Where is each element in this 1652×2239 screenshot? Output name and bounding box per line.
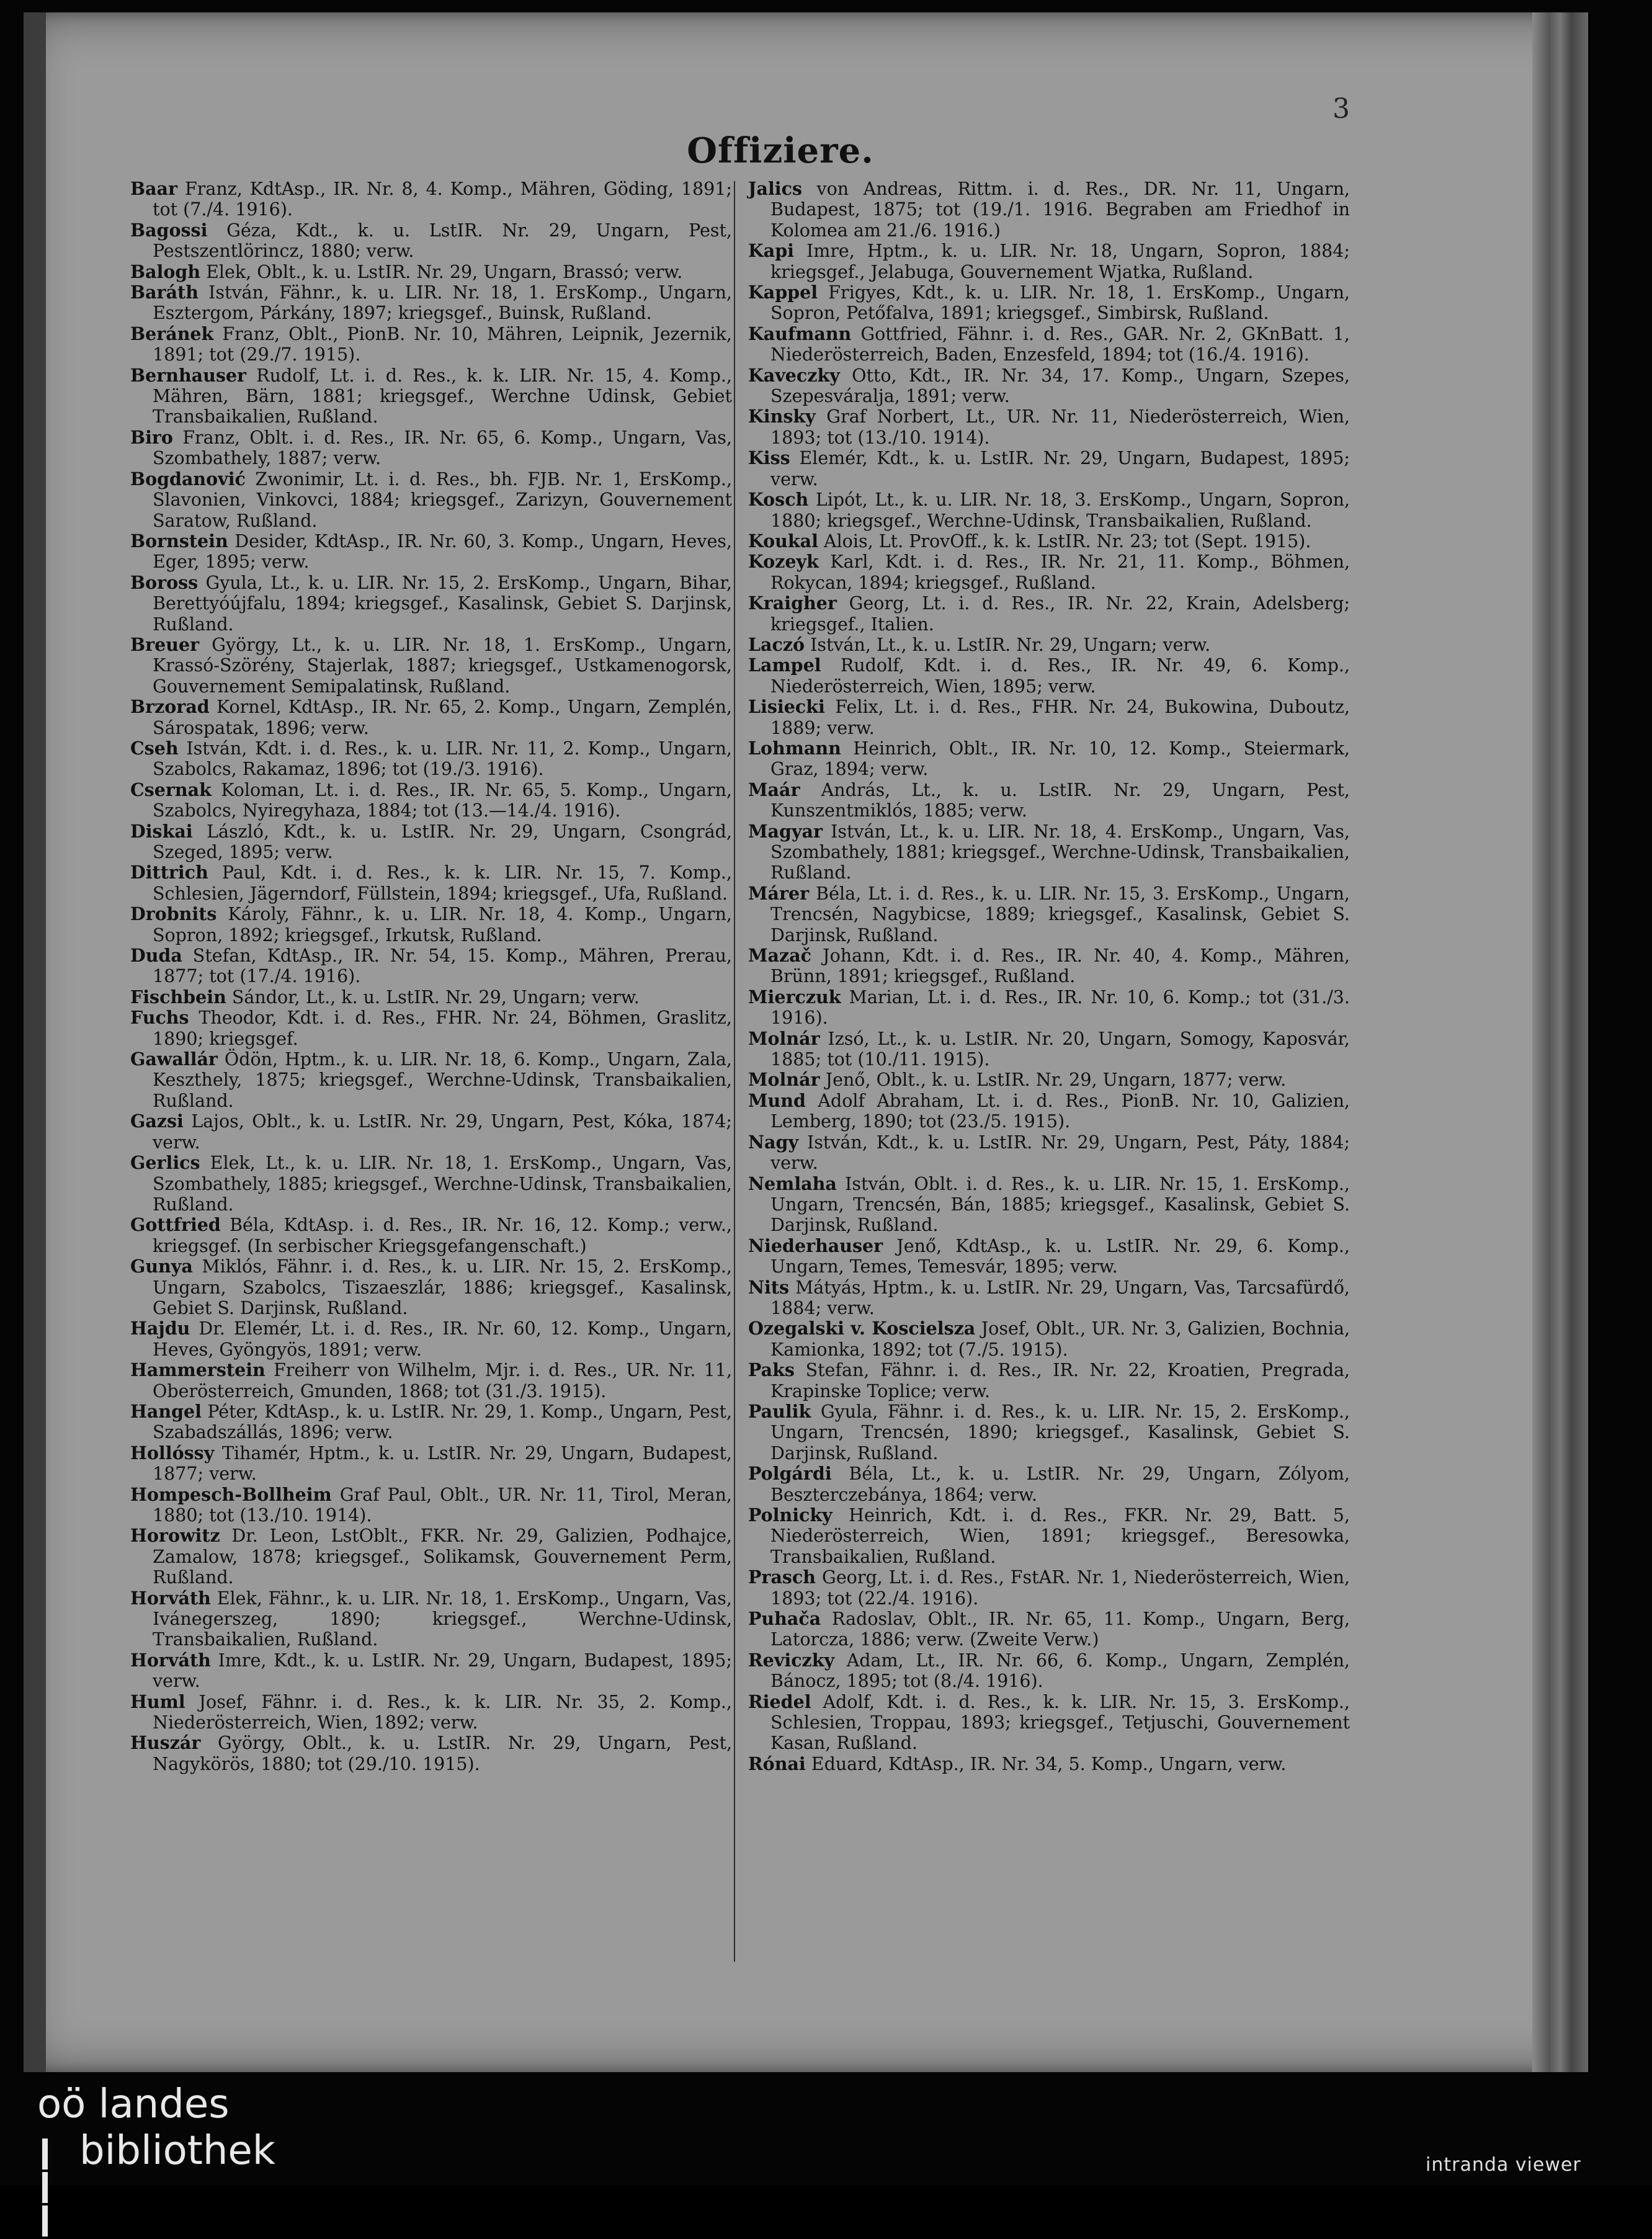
register-entry	[130, 1215, 732, 1256]
register-entry	[748, 655, 1350, 697]
entry-surname: Gottfried	[130, 1214, 221, 1236]
register-entry	[748, 552, 1350, 593]
entry-surname: Magyar	[748, 820, 823, 842]
register-entry	[130, 1526, 732, 1588]
register-entry	[130, 1485, 732, 1526]
page-title: Offiziere.	[687, 130, 874, 171]
register-entry	[748, 1360, 1350, 1401]
entry-details: Otto, Kdt., IR. Nr. 34, 17. Komp., Ungarn, Szepes, Szepesváralja, 1891; verw.	[770, 365, 1350, 407]
entry-surname: Rónai	[748, 1753, 806, 1774]
page-binding-edge	[24, 12, 46, 2072]
entry-surname: Bagossi	[130, 219, 208, 241]
entry-details: Josef, Oblt., UR. Nr. 3, Galizien, Bochnia, Kamionka, 1892; tot (7./5. 1915).	[770, 1318, 1350, 1360]
entry-surname: Fuchs	[130, 1007, 189, 1029]
logo-text-line1: oö landes	[37, 2081, 230, 2127]
entry-details: Karl, Kdt. i. d. Res., IR. Nr. 21, 11. Komp., Böhmen, Rokycan, 1894; kriegsgef., Rußland.	[770, 552, 1350, 593]
entry-surname: Mierczuk	[748, 986, 841, 1008]
register-entry	[748, 1029, 1350, 1070]
entry-details: Elemér, Kdt., k. u. LstIR. Nr. 29, Ungarn, Budapest, 1895; verw.	[770, 448, 1350, 489]
right-column	[748, 179, 1350, 1774]
entry-surname: Bornstein	[130, 530, 228, 552]
entry-details: István, Lt., k. u. LstIR. Nr. 29, Ungarn; verw.	[805, 634, 1211, 655]
entry-details: Zwonimir, Lt. i. d. Res., bh. FJB. Nr. 1, ErsKomp., Slavonien, Vinkovci, 1884; kriegsgef., Zarizyn, Gouvernement Saratow, Rußland.	[153, 468, 732, 531]
left-column	[130, 179, 732, 1774]
entry-surname: Puhača	[748, 1608, 821, 1630]
entry-details: Dr. Elemér, Lt. i. d. Res., IR. Nr. 60, 12. Komp., Ungarn, Heves, Gyöngyös, 1891; verw.	[153, 1318, 732, 1360]
register-entry	[130, 987, 732, 1008]
register-entry	[748, 1174, 1350, 1236]
register-entry	[748, 1236, 1350, 1277]
entry-surname: Nemlaha	[748, 1173, 837, 1194]
register-entry	[748, 1318, 1350, 1360]
entry-surname: Nagy	[748, 1131, 799, 1153]
entry-surname: Beránek	[130, 323, 214, 344]
entry-surname: Diskai	[130, 820, 193, 842]
entry-surname: Lampel	[748, 655, 821, 676]
entry-details: István, Kdt. i. d. Res., k. u. LIR. Nr. 11, 2. Komp., Ungarn, Szabolcs, Rakamaz, 1896; tot (19./3. 1916).	[153, 738, 732, 780]
entry-details: Károly, Fähnr., k. u. LIR. Nr. 18, 4. Komp., Ungarn, Sopron, 1892; kriegsgef., Irkutsk, Rußland.	[153, 904, 732, 945]
entry-surname: Duda	[130, 945, 182, 967]
entry-details: Tihamér, Hptm., k. u. LstIR. Nr. 29, Ungarn, Budapest, 1877; verw.	[153, 1442, 732, 1485]
entry-details: Stefan, Fähnr. i. d. Res., IR. Nr. 22, Kroatien, Pregrada, Krapinske Toplice; verw.	[770, 1360, 1350, 1401]
entry-surname: Kozeyk	[748, 551, 819, 573]
register-entry	[130, 1401, 732, 1443]
entry-details: Stefan, KdtAsp., IR. Nr. 54, 15. Komp., Mähren, Prerau, 1877; tot (17./4. 1916).	[153, 945, 732, 987]
entry-details: Franz, Oblt., PionB. Nr. 10, Mähren, Leipnik, Jezernik, 1891; tot (29./7. 1915).	[153, 323, 732, 365]
entry-details: Graf Paul, Oblt., UR. Nr. 11, Tirol, Meran, 1880; tot (13./10. 1914).	[153, 1484, 732, 1526]
entry-details: Gottfried, Fähnr. i. d. Res., GAR. Nr. 2, GKnBatt. 1, Niederösterreich, Baden, Enzesfeld, 1894; tot (16./4. 1916).	[770, 323, 1350, 365]
logo-bars-icon	[42, 2138, 53, 2239]
register-entry	[130, 697, 732, 738]
entry-surname: Prasch	[748, 1566, 816, 1588]
entry-details: Lipót, Lt., k. u. LIR. Nr. 18, 3. ErsKomp., Ungarn, Sopron, 1880; kriegsgef., Werchne-Udinsk, Transbaikalien, Rußland.	[770, 489, 1350, 531]
register-entry	[748, 593, 1350, 635]
logo-text-line2: bibliothek	[79, 2128, 275, 2174]
entry-details: Felix, Lt. i. d. Res., FHR. Nr. 24, Bukowina, Duboutz, 1889; verw.	[770, 697, 1350, 738]
entry-surname: Koukal	[748, 530, 818, 552]
entry-details: Mátyás, Hptm., k. u. LstIR. Nr. 29, Ungarn, Vas, Tarcsafürdő, 1884; verw.	[770, 1277, 1350, 1318]
entry-details: György, Lt., k. u. LIR. Nr. 18, 1. ErsKomp., Ungarn, Krassó-Szörény, Stajerlak, 1887; kriegsgef., Ustkamenogorsk, Gouvernement Semipalatinsk, Rußland.	[153, 634, 732, 697]
register-entry	[130, 324, 732, 365]
entry-details: Josef, Fähnr. i. d. Res., k. k. LIR. Nr. 35, 2. Komp., Niederösterreich, Wien, 1892; verw.	[153, 1691, 732, 1733]
register-entry	[748, 780, 1350, 821]
register-entry	[748, 883, 1350, 945]
register-entry	[130, 1049, 732, 1111]
register-entry	[130, 262, 732, 282]
entry-details: Jenő, Oblt., k. u. LstIR. Nr. 29, Ungarn, 1877; verw.	[819, 1070, 1287, 1091]
register-entry	[748, 1070, 1350, 1090]
register-entry	[130, 1692, 732, 1733]
register-entry	[130, 573, 732, 635]
entry-surname: Gazsi	[130, 1111, 184, 1132]
entry-surname: Hangel	[130, 1400, 202, 1422]
entry-surname: Reviczky	[748, 1649, 835, 1671]
entry-details: György, Oblt., k. u. LstIR. Nr. 29, Ungarn, Pest, Nagykörös, 1880; tot (29./10. 1915).	[153, 1733, 732, 1774]
entry-details: Elek, Fähnr., k. u. LIR. Nr. 18, 1. ErsKomp., Ungarn, Vas, Ivánegerszeg, 1890; kriegsgef., Werchne-Udinsk, Transbaikalien, Rußland.	[153, 1588, 732, 1650]
entry-surname: Csernak	[130, 779, 212, 800]
entry-details: Dr. Leon, LstOblt., FKR. Nr. 29, Galizien, Podhajce, Zamalow, 1878; kriegsgef., Solikamsk, Gouvernement Perm, Rußland.	[153, 1526, 732, 1588]
register-entry	[748, 1650, 1350, 1692]
entry-details: Theodor, Kdt. i. d. Res., FHR. Nr. 24, Böhmen, Graslitz, 1890; kriegsgef.	[153, 1008, 732, 1049]
register-entry	[748, 365, 1350, 407]
entry-details: Franz, Oblt. i. d. Res., IR. Nr. 65, 6. Komp., Ungarn, Vas, Szombathely, 1887; verw.	[153, 427, 732, 469]
register-entry	[748, 1505, 1350, 1567]
entry-details: Jenő, KdtAsp., k. u. LstIR. Nr. 29, 6. Komp., Ungarn, Temes, Temesvár, 1895; verw.	[770, 1235, 1350, 1277]
entry-details: István, Kdt., k. u. LstIR. Nr. 29, Ungarn, Pest, Páty, 1884; verw.	[770, 1132, 1350, 1174]
entry-surname: Huszár	[130, 1732, 201, 1754]
register-entry	[130, 862, 732, 904]
register-entry	[130, 469, 732, 531]
entry-surname: Drobnits	[130, 903, 217, 925]
entry-surname: Horváth	[130, 1649, 211, 1671]
entry-details: Koloman, Lt. i. d. Res., IR. Nr. 65, 5. Komp., Ungarn, Szabolcs, Nyiregyhaza, 1884; tot (13.—14./4. 1916).	[153, 779, 732, 821]
scanned-page	[24, 12, 1588, 2072]
entry-details: Imre, Kdt., k. u. LstIR. Nr. 29, Ungarn, Budapest, 1895; verw.	[153, 1650, 732, 1692]
entry-details: Georg, Lt. i. d. Res., FstAR. Nr. 1, Niederösterreich, Wien, 1893; tot (22./4. 1916).	[770, 1567, 1350, 1609]
register-entry	[748, 406, 1350, 448]
entry-surname: Maár	[748, 779, 800, 800]
register-entry	[130, 1443, 732, 1485]
entry-surname: Cseh	[130, 737, 179, 759]
register-entry	[748, 282, 1350, 324]
register-entry	[748, 1567, 1350, 1609]
entry-details: Izsó, Lt., k. u. LstIR. Nr. 20, Ungarn, Somogy, Kaposvár, 1885; tot (10./11. 1915).	[770, 1028, 1350, 1070]
entry-details: Georg, Lt. i. d. Res., IR. Nr. 22, Krain, Adelsberg; kriegsgef., Italien.	[770, 593, 1350, 635]
entry-details: Heinrich, Kdt. i. d. Res., FKR. Nr. 29, Batt. 5, Niederösterreich, Wien, 1891; kriegsgef., Beresowka, Transbaikalien, Rußland.	[770, 1505, 1350, 1567]
register-entry	[130, 1733, 732, 1774]
entry-details: Adolf Abraham, Lt. i. d. Res., PionB. Nr. 10, Galizien, Lemberg, 1890; tot (23./5. 1915).	[770, 1090, 1350, 1132]
entry-surname: Kappel	[748, 282, 818, 303]
entry-surname: Nits	[748, 1276, 790, 1298]
register-entry	[130, 1153, 732, 1215]
register-entry	[130, 220, 732, 262]
register-entry	[130, 179, 732, 220]
register-entry	[130, 904, 732, 945]
register-entry	[748, 1464, 1350, 1505]
entry-surname: Hompesch-Bollheim	[130, 1483, 332, 1505]
entry-surname: Jalics	[748, 178, 803, 199]
entry-details: Freiherr von Wilhelm, Mjr. i. d. Res., UR. Nr. 11, Oberösterreich, Gmunden, 1868; tot (31./3. 1915).	[153, 1360, 732, 1401]
register-entry	[748, 1091, 1350, 1132]
entry-surname: Laczó	[748, 633, 805, 655]
entry-surname: Gawallár	[130, 1048, 218, 1070]
register-entry	[130, 1008, 732, 1049]
entry-surname: Bernhauser	[130, 364, 247, 386]
entry-surname: Paks	[748, 1359, 795, 1381]
register-entry	[748, 987, 1350, 1029]
entry-details: von Andreas, Rittm. i. d. Res., DR. Nr. 11, Ungarn, Budapest, 1875; tot (19./1. 1916. Begraben am Friedhof in Kolomea am 21./6. 1916.)	[770, 179, 1350, 241]
entry-details: István, Fähnr., k. u. LIR. Nr. 18, 1. ErsKomp., Ungarn, Esztergom, Párkány, 1897; kriegsgef., Buinsk, Rußland.	[153, 282, 732, 324]
entry-details: Elek, Lt., k. u. LIR. Nr. 18, 1. ErsKomp., Ungarn, Vas, Szombathely, 1885; kriegsgef., Werchne-Udinsk, Transbaikalien, Rußland.	[153, 1153, 732, 1215]
entry-details: István, Oblt. i. d. Res., k. u. LIR. Nr. 15, 1. ErsKomp., Ungarn, Trencsén, Bán, 1885; kriegsgef., Kasalinsk, Gebiet S. Darjinsk, Rußland.	[770, 1173, 1350, 1236]
register-entry	[748, 738, 1350, 780]
entry-surname: Huml	[130, 1691, 185, 1712]
register-entry	[130, 531, 732, 573]
register-entry	[130, 780, 732, 821]
register-entry	[748, 489, 1350, 531]
entry-surname: Mund	[748, 1089, 806, 1111]
entry-surname: Polgárdi	[748, 1463, 832, 1485]
register-entry	[130, 1650, 732, 1692]
entry-surname: Breuer	[130, 633, 200, 655]
entry-details: Géza, Kdt., k. u. LstIR. Nr. 29, Ungarn, Pest, Pestszentlörincz, 1880; verw.	[153, 220, 732, 262]
entry-details: Gyula, Lt., k. u. LIR. Nr. 15, 2. ErsKomp., Ungarn, Bihar, Berettyóújfalu, 1894; kriegsgef., Kasalinsk, Gebiet S. Darjinsk, Rußland.	[153, 572, 732, 635]
entry-surname: Hollóssy	[130, 1442, 215, 1464]
register-entry	[748, 1132, 1350, 1174]
entry-details: Imre, Hptm., k. u. LIR. Nr. 18, Ungarn, Sopron, 1884; kriegsgef., Jelabuga, Gouvernement Wjatka, Rußland.	[770, 241, 1350, 282]
entry-details: Radoslav, Oblt., IR. Nr. 65, 11. Komp., Ungarn, Berg, Latorcza, 1886; verw. (Zweite Verw.)	[770, 1609, 1350, 1650]
register-entry	[748, 324, 1350, 365]
viewer-brand-label: intranda viewer	[1426, 2154, 1581, 2176]
entry-details: Adolf, Kdt. i. d. Res., k. k. LIR. Nr. 15, 3. ErsKomp., Schlesien, Troppau, 1893; kriegsgef., Tetjuschi, Gouvernement Kasan, Rußland.	[770, 1691, 1350, 1754]
register-entry	[130, 1111, 732, 1153]
entry-details: Ödön, Hptm., k. u. LIR. Nr. 18, 6. Komp., Ungarn, Zala, Keszthely, 1875; kriegsgef., Werchne-Udinsk, Transbaikalien, Rußland.	[153, 1049, 732, 1111]
entry-surname: Bogdanović	[130, 468, 246, 489]
entry-details: Miklós, Fähnr. i. d. Res., k. u. LIR. Nr. 15, 2. ErsKomp., Ungarn, Szabolcs, Tiszaeszlár, 1886; kriegsgef., Kasalinsk, Gebiet S. Darjinsk, Rußland.	[153, 1256, 732, 1318]
entry-surname: Biro	[130, 426, 173, 448]
entry-surname: Kaveczky	[748, 364, 840, 386]
entry-details: Graf Norbert, Lt., UR. Nr. 11, Niederösterreich, Wien, 1893; tot (13./10. 1914).	[770, 406, 1350, 448]
entry-details: Franz, KdtAsp., IR. Nr. 8, 4. Komp., Mähren, Göding, 1891; tot (7./4. 1916).	[153, 179, 732, 220]
entry-surname: Molnár	[748, 1069, 820, 1091]
entry-details: Lajos, Oblt., k. u. LstIR. Nr. 29, Ungarn, Pest, Kóka, 1874; verw.	[153, 1111, 732, 1153]
entry-surname: Kapi	[748, 240, 794, 262]
register-entry	[130, 945, 732, 987]
entry-surname: Gerlics	[130, 1152, 200, 1174]
entry-surname: Lohmann	[748, 737, 841, 759]
entry-details: Kornel, KdtAsp., IR. Nr. 65, 2. Komp., Ungarn, Zemplén, Sárospatak, 1896; verw.	[153, 697, 732, 738]
entry-details: Béla, Lt. i. d. Res., k. u. LIR. Nr. 15, 3. ErsKomp., Ungarn, Trencsén, Nagybicse, 1889; kriegsgef., Kasalinsk, Gebiet S. Darjinsk, Rußland.	[770, 883, 1350, 945]
entry-details: Elek, Oblt., k. u. LstIR. Nr. 29, Ungarn, Brassó; verw.	[200, 261, 683, 282]
page-stack-edge	[1532, 12, 1588, 2072]
entry-surname: Kraigher	[748, 592, 837, 614]
entry-surname: Paulik	[748, 1400, 811, 1422]
register-entry	[130, 738, 732, 780]
entry-details: András, Lt., k. u. LstIR. Nr. 29, Ungarn, Pest, Kunszentmiklós, 1885; verw.	[770, 779, 1350, 821]
page-number: 3	[1333, 93, 1350, 125]
entry-surname: Balogh	[130, 261, 201, 282]
entry-surname: Fischbein	[130, 986, 226, 1008]
entry-surname: Gunya	[130, 1256, 193, 1277]
entry-surname: Lisiecki	[748, 696, 825, 718]
register-entry	[748, 1609, 1350, 1650]
entry-surname: Mazač	[748, 945, 812, 967]
entry-surname: Márer	[748, 882, 810, 904]
entry-surname: Brzorad	[130, 696, 210, 718]
register-entry	[748, 1754, 1350, 1774]
entry-details: Rudolf, Kdt. i. d. Res., IR. Nr. 49, 6. Komp., Niederösterreich, Wien, 1895; verw.	[770, 655, 1350, 697]
entry-surname: Polnicky	[748, 1504, 833, 1526]
entry-surname: Kiss	[748, 447, 790, 469]
register-entry	[130, 365, 732, 427]
entry-details: Sándor, Lt., k. u. LstIR. Nr. 29, Ungarn; verw.	[226, 986, 640, 1008]
register-entry	[748, 1692, 1350, 1754]
entry-surname: Kinsky	[748, 406, 816, 427]
column-divider	[734, 181, 735, 1962]
entry-details: László, Kdt., k. u. LstIR. Nr. 29, Ungarn, Csongrád, Szeged, 1895; verw.	[153, 821, 732, 862]
entry-details: Desider, KdtAsp., IR. Nr. 60, 3. Komp., Ungarn, Heves, Eger, 1895; verw.	[153, 530, 732, 573]
entry-surname: Molnár	[748, 1027, 820, 1049]
entry-details: Alois, Lt. ProvOff., k. k. LstIR. Nr. 23; tot (Sept. 1915).	[818, 530, 1311, 552]
register-entry	[748, 697, 1350, 738]
register-entry	[130, 1588, 732, 1650]
entry-details: Heinrich, Oblt., IR. Nr. 10, 12. Komp., Steiermark, Graz, 1894; verw.	[770, 738, 1350, 780]
entry-surname: Riedel	[748, 1691, 811, 1712]
register-entry	[748, 241, 1350, 282]
entry-details: Adam, Lt., IR. Nr. 66, 6. Komp., Ungarn, Zemplén, Bánocz, 1895; tot (8./4. 1916).	[770, 1650, 1350, 1692]
register-entry	[748, 1401, 1350, 1464]
entry-surname: Horowitz	[130, 1525, 220, 1547]
entry-details: István, Lt., k. u. LIR. Nr. 18, 4. ErsKomp., Ungarn, Vas, Szombathely, 1881; kriegsgef., Werchne-Udinsk, Transbaikalien, Rußland.	[770, 821, 1350, 883]
entry-surname: Niederhauser	[748, 1235, 883, 1256]
entry-details: Rudolf, Lt. i. d. Res., k. k. LIR. Nr. 15, 4. Komp., Mähren, Bärn, 1881; kriegsgef., Werchne Udinsk, Gebiet Transbaikalien, Rußland.	[153, 365, 732, 427]
entry-surname: Baar	[130, 178, 178, 199]
register-entry	[748, 448, 1350, 489]
entry-surname: Horváth	[130, 1587, 211, 1609]
entry-surname: Kaufmann	[748, 323, 852, 344]
entry-details: Péter, KdtAsp., k. u. LstIR. Nr. 29, 1. Komp., Ungarn, Pest, Szabadszállás, 1896; verw.	[153, 1401, 732, 1443]
register-entry	[130, 282, 732, 324]
entry-surname: Ozegalski v. Koscielsza	[748, 1318, 976, 1339]
register-entry	[748, 531, 1350, 552]
entry-surname: Boross	[130, 571, 199, 593]
entry-details: Eduard, KdtAsp., IR. Nr. 34, 5. Komp., Ungarn, verw.	[805, 1753, 1287, 1774]
entry-surname: Hajdu	[130, 1318, 190, 1339]
register-entry	[130, 1256, 732, 1318]
register-entry	[130, 635, 732, 697]
entry-surname: Baráth	[130, 282, 199, 303]
entry-details: Paul, Kdt. i. d. Res., k. k. LIR. Nr. 15, 7. Komp., Schlesien, Jägerndorf, Füllstein, 1894; kriegsgef., Ufa, Rußland.	[153, 862, 732, 904]
entry-details: Marian, Lt. i. d. Res., IR. Nr. 10, 6. Komp.; tot (31./3. 1916).	[770, 986, 1350, 1029]
entry-details: Gyula, Fähnr. i. d. Res., k. u. LIR. Nr. 15, 2. ErsKomp., Ungarn, Trencsén, 1890; kriegsgef., Kasalinsk, Gebiet S. Darjinsk, Rußland.	[770, 1401, 1350, 1464]
register-entry	[748, 635, 1350, 655]
entry-surname: Kosch	[748, 489, 809, 511]
entry-surname: Hammerstein	[130, 1359, 266, 1381]
entry-details: Béla, KdtAsp. i. d. Res., IR. Nr. 16, 12. Komp.; verw., kriegsgef. (In serbischer Kriegsgefangenschaft.)	[153, 1215, 732, 1256]
entry-details: Béla, Lt., k. u. LstIR. Nr. 29, Ungarn, Zólyom, Beszterczebánya, 1864; verw.	[770, 1464, 1350, 1505]
register-entry	[748, 945, 1350, 987]
register-entry	[130, 427, 732, 469]
entry-details: Johann, Kdt. i. d. Res., IR. Nr. 40, 4. Komp., Mähren, Brünn, 1891; kriegsgef., Rußland.	[770, 945, 1350, 987]
register-entry	[130, 821, 732, 863]
register-entry	[748, 179, 1350, 241]
register-entry	[130, 1318, 732, 1360]
register-entry	[748, 1277, 1350, 1319]
register-entry	[130, 1360, 732, 1401]
entry-surname: Dittrich	[130, 862, 208, 883]
register-entry	[748, 821, 1350, 883]
entry-details: Frigyes, Kdt., k. u. LIR. Nr. 18, 1. ErsKomp., Ungarn, Sopron, Petőfalva, 1891; kriegsgef., Simbirsk, Rußland.	[770, 282, 1350, 324]
